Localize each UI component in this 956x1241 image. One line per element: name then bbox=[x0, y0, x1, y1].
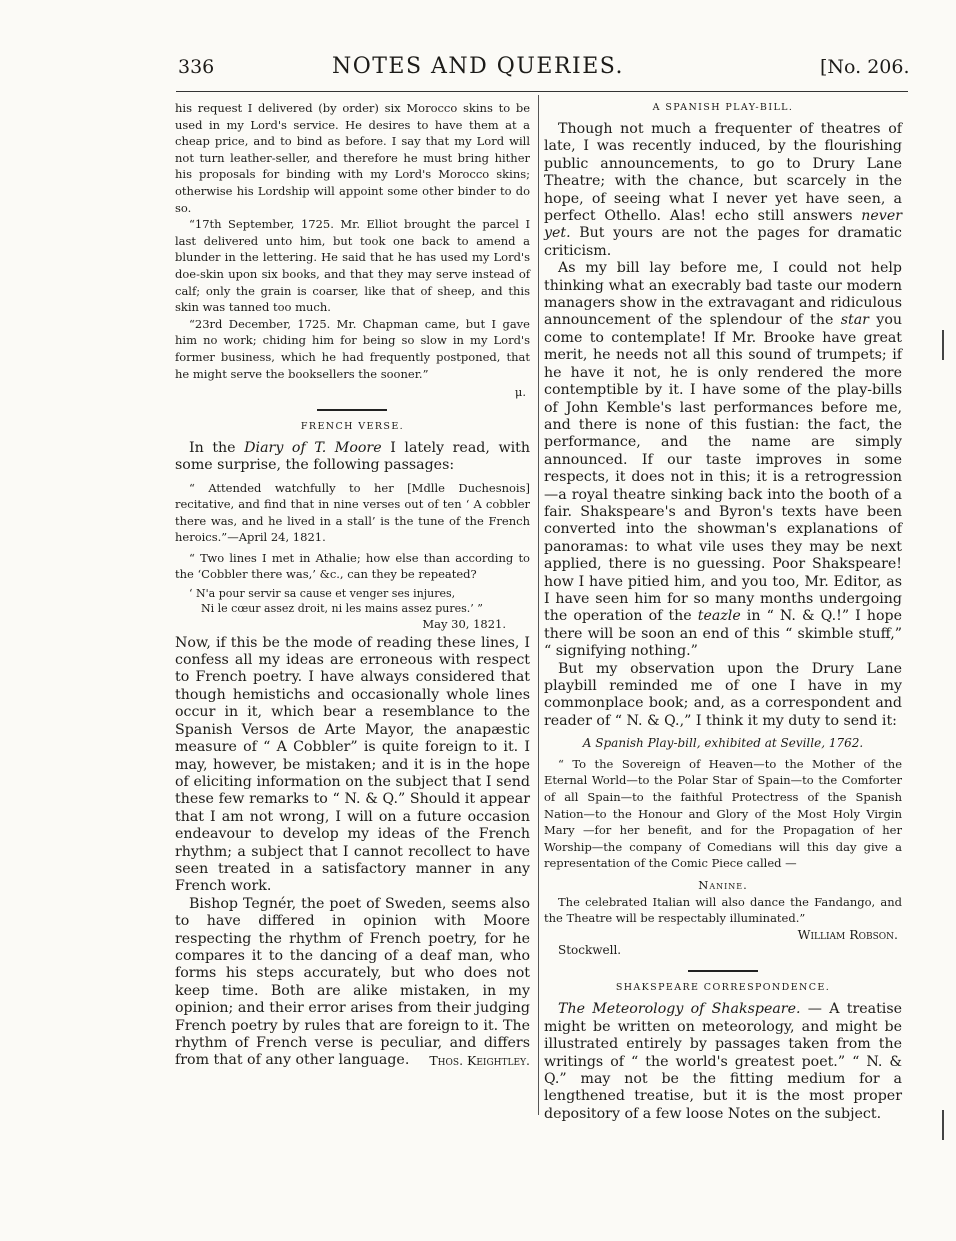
spanish-playbill-heading: A SPANISH PLAY-BILL. bbox=[652, 102, 794, 113]
text-italic-never-yet: never yet. bbox=[544, 208, 902, 242]
binding-paragraph-1: his request I delivered (by order) six Morocco skins to be used in my Lord's service. He desires to have them at a cheap price, and to bind as before. I say that my Lord will not turn leather-seller, and therefore he must bring hither his proposals for binding with my Lord's Morocco skins; otherwise his Lordship will appoint some other binder to do so. bbox=[175, 101, 530, 215]
diary-title: Diary of T. Moore bbox=[244, 439, 382, 456]
margin-mark bbox=[942, 1110, 945, 1140]
binding-paragraph-2: “17th September, 1725. Mr. Elliot brought the parcel I last delivered unto him, but took one back to amend a blunder in the lettering. He said that he has used my Lord's doe-skin upon six books, and that they may serve instead of calf; only the grain is coarser, like that of sheep, and this skin was tanned too much. bbox=[175, 217, 530, 315]
intro-pre: In the bbox=[189, 439, 245, 456]
playbill-nanine: Nanine. bbox=[698, 877, 748, 892]
meteorology-paragraph bbox=[544, 1001, 902, 1123]
french-verse-body: Now, if this be the mode of reading these lines, I confess all my ideas are erroneous with respect to French poetry. I have always considered that though hemistichs and occasionally whole lines occur in it, which bear a resemblance to the Spanish Versos de Arte Mayor, the anapæstic measure of “ A Cobbler” is quite foreign to it. I may, however, be mistaken; and it is in the hope of eliciting information on the subject that I send these few remarks to “ N. & Q.” Should it appear that I am not wrong, I will on a future occasion endeavour to develop my ideas of the French rhythm; a subject that I cannot recollect to have seen treated in a satisfactory manner in any French work. bbox=[175, 634, 530, 895]
text-italic-star: star bbox=[840, 312, 869, 329]
text-run: in “ N. & Q.!” I hope there will be soon an end of this “ skimble stuff,” “ signifying nothing.” bbox=[544, 608, 903, 660]
signature-mu: μ. bbox=[514, 385, 526, 400]
text-italic-teazle: teazle bbox=[697, 608, 741, 625]
verse-line-2: Ni le cœur assez droit, ni les mains assez pures.’ ” bbox=[201, 602, 483, 616]
meteorology-title: The Meteorology of Shakspeare. bbox=[558, 1001, 801, 1018]
tegner-paragraph: Bishop Tegnér, the poet of Sweden, seems also to have differed in opinion with Moore respecting the rhythm of French poetry, for he compares it to the dancing of a deaf man, who forms his steps accurately, but who does not keep time. Both are alike mistaken, in my opinion; and their error arises from their judging French poetry by rules that are foreign to it. The rhythm of French verse is peculiar, and differs from that of any other language. bbox=[175, 895, 530, 1069]
signature-robson: William Robson. bbox=[797, 926, 898, 942]
left-column bbox=[175, 100, 530, 1068]
shakspeare-heading: SHAKSPEARE CORRESPONDENCE. bbox=[615, 982, 831, 994]
intro-post: I lately read, with some surprise, the following passages: bbox=[175, 439, 530, 474]
playbill-text: “ To the Sovereign of Heaven—to the Mother of the Eternal World—to the Polar Star of Spain—to the Comforter of all Spain—to the faithful Protectress of the Spanish Nation—to the Honour and Glory of the Most Holy Virgin Mary —for her benefit, and for the Propagation of her Worship—the company of Comedians will this day give a representation of the Comic Piece called — bbox=[544, 756, 902, 871]
binding-paragraph-3: “23rd December, 1725. Mr. Chapman came, but I gave him no work; chiding him for being so slow in my Lord's former business, which he had frequently postponed, that he might serve the booksellers the sooner.” bbox=[175, 316, 530, 381]
section-rule bbox=[317, 409, 387, 411]
right-column bbox=[544, 100, 902, 1123]
margin-mark bbox=[942, 330, 945, 360]
quote-athalie: “ Two lines I met in Athalie; how else than according to the ‘Cobbler there was,’ &c., can they be repeated? bbox=[175, 550, 530, 582]
french-verse-heading: FRENCH VERSE. bbox=[300, 420, 405, 432]
verse-line-1: ‘ N'a pour servir sa cause et venger ses injures, bbox=[189, 587, 456, 601]
text-run: you come to contemplate! If Mr. Brooke have great merit, he needs not all this sound of trumpets; if he have it not, he is only rendered the more contemptible by it. I have some of the play-bills of John Kemble's last performances before me, and there is none of this fustian: the fact, the performance, and the name are simply announced. If our taste improves in some respects, it does not in this; it is a retrogression—a royal theatre sinking back into the booth of a fair. Shakspeare's and Byron's texts have been converted into the showman's explanations of panoramas: to what vile uses they may be next applied, there is no guessing. Poor Shakspeare! how I have pitied him, and you too, Mr. Editor, as I have seen him for so many months undergoing the operation of the bbox=[544, 312, 902, 625]
playbill-paragraph-1 bbox=[544, 121, 902, 260]
quote-april: “ Attended watchfully to her [Mdlle Duchesnois] recitative, and find that in nine verses out of ten ‘ A cobbler there was, and he lived in a stall’ is the tune of the French heroics.”—April 24, 1821. bbox=[175, 480, 530, 545]
page-number: 336 bbox=[178, 56, 215, 78]
text-run: As my bill lay before me, I could not help thinking what an execrably bad taste our modern managers show in the extravagant and ridiculous announcement of the splendour of the bbox=[544, 260, 902, 329]
column-divider bbox=[538, 95, 539, 1115]
signature-keightley: Thos. Keightley. bbox=[429, 1052, 530, 1068]
athalie-verse bbox=[175, 586, 530, 616]
playbill-paragraph-3: But my observation upon the Drury Lane playbill reminded me of one I have in my commonplace book; and, as a correspondent and reader of “ N. & Q.,” I think it my duty to send it: bbox=[544, 660, 902, 729]
verse-date: May 30, 1821. bbox=[422, 617, 506, 632]
text-run: Though not much a frequenter of theatres of late, I was recently induced, by the flourishing public announcements, to go to Drury Lane Theatre; with the chance, but scarcely in the hope, of seeing what I never yet have seen, a perfect Othello. Alas! echo still answers bbox=[544, 121, 902, 225]
issue-number: [No. 206. bbox=[820, 56, 910, 78]
text-run: — A treatise might be written on meteorology, and might be illustrated entirely by passages taken from the writings of “ the world's greatest poet.” “ N. & Q.” may not be the fitting medium for a lengthened treatise, but it is the most proper depository of a few loose Notes on the subject. bbox=[544, 1001, 903, 1122]
section-rule bbox=[688, 970, 758, 972]
place-stockwell: Stockwell. bbox=[558, 942, 622, 957]
playbill-fandango: The celebrated Italian will also dance the Fandango, and the Theatre will be respectably illuminated.” bbox=[544, 894, 902, 926]
playbill-caption: A Spanish Play-bill, exhibited at Seville, 1762. bbox=[582, 736, 864, 751]
text-run: But yours are not the pages for dramatic criticism. bbox=[544, 225, 902, 259]
journal-title: NOTES AND QUERIES. bbox=[331, 54, 625, 79]
french-verse-intro bbox=[175, 440, 530, 475]
header-rule bbox=[176, 91, 908, 92]
playbill-paragraph-2 bbox=[544, 260, 902, 660]
